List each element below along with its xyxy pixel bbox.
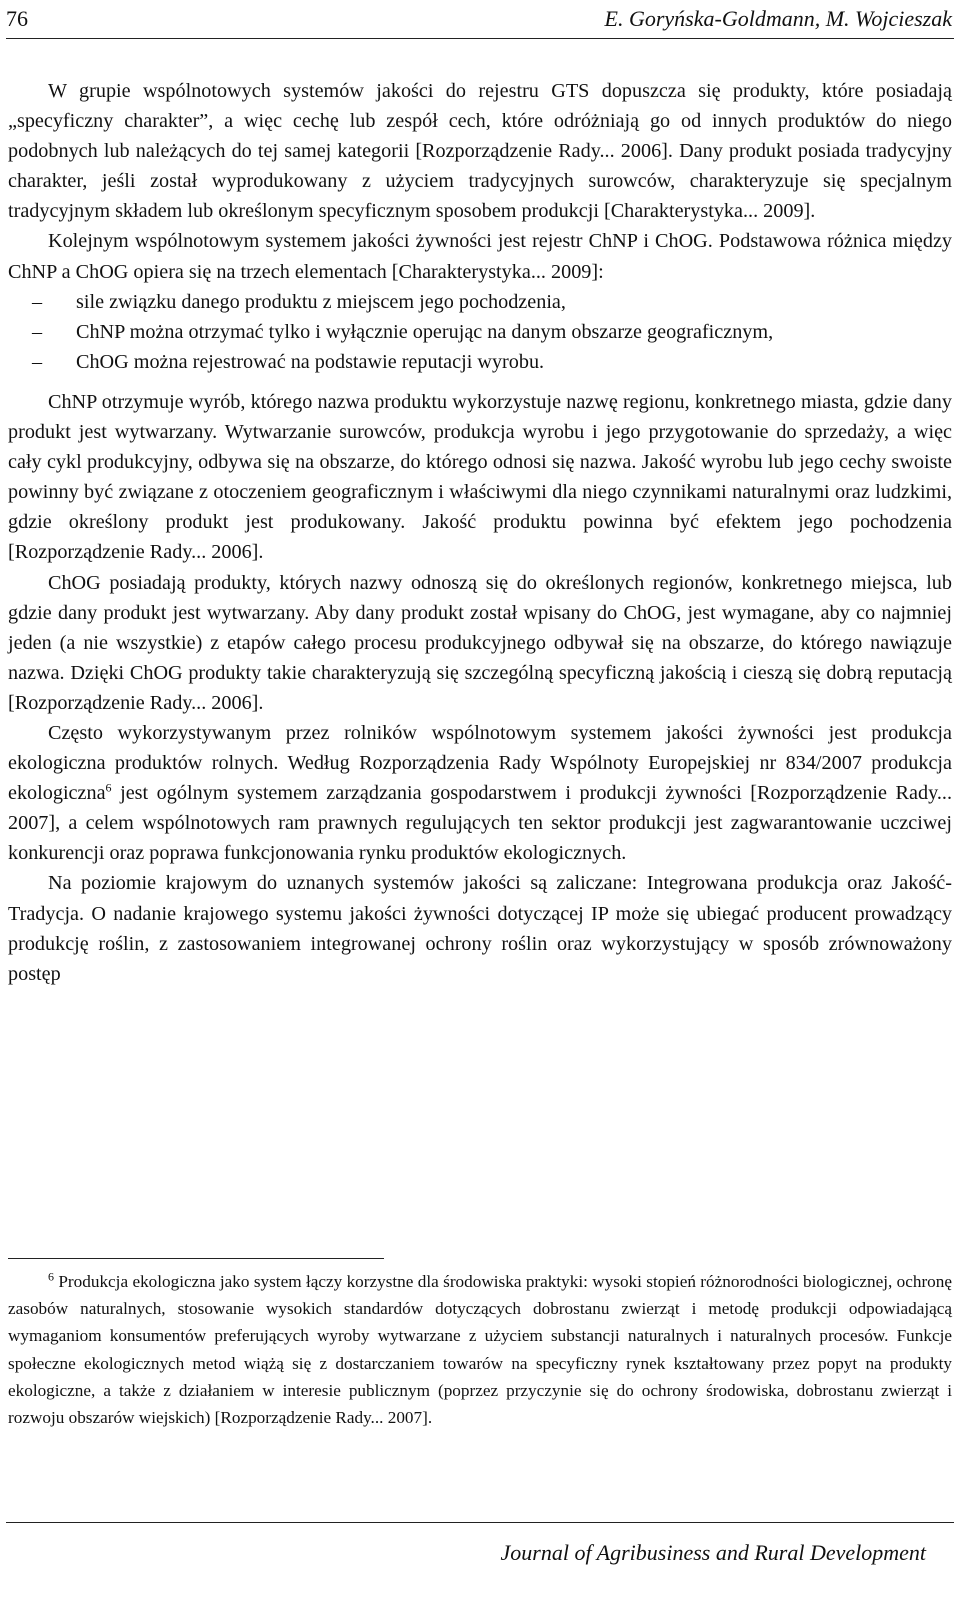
footer-rule	[6, 1522, 954, 1523]
paragraph-gts: W grupie wspólnotowych systemów jakości do rejestru GTS dopuszcza się produkty, które posiadają „specyficzny charakter”, a więc cechę lub zespół cech, które odróżniają go od innych produktów do niego podobnych lub należących do tej samej kategorii [Rozporządzenie Rady... 2006]. Dany produkt posiada tradycyjny charakter, jeśli został wyprodukowany z użyciem tradycyjnych surowców, charakteryzuje się specjalnym tradycyjnym składem lub określonym specyficznym sposobem produkcji [Charakterystyka... 2009].	[8, 80, 952, 223]
body-text	[8, 76, 952, 989]
footnote	[8, 1268, 952, 1431]
running-header	[6, 0, 954, 40]
dash-bullet: –	[32, 350, 43, 373]
difference-list	[8, 287, 952, 377]
list-item: – sile związku danego produktu z miejscem jego pochodzenia,	[8, 287, 952, 317]
dash-bullet: –	[32, 290, 43, 313]
dash-bullet: –	[32, 320, 43, 343]
list-item: – ChOG można rejestrować na podstawie reputacji wyrobu.	[8, 347, 952, 377]
footnote-rule	[8, 1258, 384, 1259]
header-rule	[6, 38, 954, 39]
paragraph-chog: ChOG posiadają produkty, których nazwy odnoszą się do określonych regionów, konkretnego miejsca, lub gdzie dany produkt jest wytwarzany. Aby dany produkt został wpisany do ChOG, jest wymagane, aby co najmniej jeden (a nie wszystkie) z etapów całego procesu produkcyjnego odbywał się na obszarze, do którego nawiązuje nazwa. Dzięki ChOG produkty takie charakteryzują się szczególną specyficzną jakością i cieszą się dobrą reputacją [Rozporządzenie Rady... 2006].	[8, 571, 952, 714]
paragraph-national-systems: Na poziomie krajowym do uznanych systemów jakości są zaliczane: Integrowana produkcja oraz Jakość-Tradycja. O nadanie krajowego systemu jakości żywności dotyczącej IP może się ubiegać producent prowadzący produkcję roślin, z zastosowaniem integrowanej ochrony roślin oraz wykorzystujący w sposób zrównoważony postęp	[8, 872, 952, 985]
journal-name: Journal of Agribusiness and Rural Development	[500, 1540, 926, 1565]
paragraph-organic: Często wykorzystywanym przez rolników wspólnotowym systemem jakości żywności jest produkcja ekologiczna produktów rolnych. Według Rozporządzenia Rady Wspólnoty Europejskiej nr 834/2007 produkcja ekologiczna$^6$ jest ogólnym systemem zarządzania gospodarstwem i produkcji żywności [Rozporządzenie Rady... 2007], a celem wspólnotowych ram prawnych regulujących ten sektor produkcji jest zagwarantowanie uczciwej konkurencji oraz poprawa funkcjonowania rynku produktów ekologicznych.	[8, 721, 952, 865]
footnote-number: 6	[48, 1269, 54, 1284]
page-number: 76	[6, 6, 28, 31]
footnote-text: Produkcja ekologiczna jako system łączy korzystne dla środowiska praktyki: wysoki stopień różnorodności biologicznej, ochronę zasobów naturalnych, stosowanie wysokich standardów dotyczących dobrostanu zwierząt i metodę produkcji odpowiadającą wymaganiom konsumentów preferujących wyroby wytwarzane z użyciem substancji naturalnych i naturalnych procesów. Funkcje społeczne ekologicznych metod wiążą się z dostarczaniem towarów na specyficzny rynek kształtowany przez popyt na produkty ekologiczne, a także z działaniem w interesie publicznym (poprzez przyczynie się do ochrony środowiska, dobrostanu zwierząt i rozwoju obszarów wiejskich) [Rozporządzenie Rady... 2007].	[8, 1272, 952, 1428]
paragraph-chnp-chog-intro: Kolejnym wspólnotowym systemem jakości żywności jest rejestr ChNP i ChOG. Podstawowa różnica między ChNP a ChOG opiera się na trzech elementach [Charakterystyka... 2009]:	[8, 230, 952, 283]
list-item: – ChNP można otrzymać tylko i wyłącznie operując na danym obszarze geograficznym,	[8, 317, 952, 347]
paragraph-chnp: ChNP otrzymuje wyrób, którego nazwa produktu wykorzystuje nazwę regionu, konkretnego miasta, gdzie dany produkt jest wytwarzany. Wytwarzanie surowców, produkcja wyrobu i jego przygotowanie do sprzedaży, a więc cały cykl produkcyjny, odbywa się na obszarze, do którego odnosi się nazwa. Jakość wyrobu lub jego cechy swoiste powinny być związane z otoczeniem geograficznym i właściwymi dla niego czynnikami naturalnymi oraz ludzkimi, gdzie określony produkt jest produkowany. Jakość produktu powinna być efektem jego pochodzenia [Rozporządzenie Rady... 2006].	[8, 390, 952, 564]
running-authors: E. Goryńska-Goldmann, M. Wojcieszak	[604, 6, 952, 31]
footnote-reference[interactable]: 6	[105, 780, 112, 795]
